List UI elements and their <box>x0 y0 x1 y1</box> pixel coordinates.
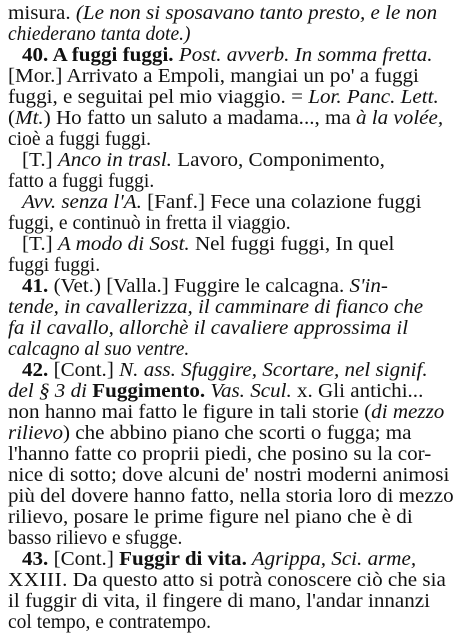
text-segment: cioè a fuggi fuggi. <box>8 129 151 150</box>
text-segment: fuggi fuggi. <box>8 255 101 276</box>
text-segment: ( <box>8 108 16 129</box>
text-segment: [T.] <box>22 234 58 255</box>
text-segment: A fuggi fuggi. <box>52 45 179 66</box>
text-segment: ) che abbino piano che scorti o fugga; ma <box>62 423 412 444</box>
text-segment: più del dovere hanno fatto, nella storia loro di mezzo <box>8 486 454 507</box>
text-segment: tende, in cavallerizza, il camminare di fianco che <box>8 297 424 318</box>
text-segment: Lavoro, Componimento, <box>171 150 385 171</box>
text-segment: [Cont.] <box>53 549 120 570</box>
text-segment: rilievo, posare le prime figure nel piano che è di <box>8 507 413 528</box>
text-segment: XXIII <box>8 570 63 591</box>
text-segment: 42. <box>22 360 54 381</box>
text-segment: à la volée, <box>355 108 444 129</box>
text-segment: chiederano tanta dote.) <box>8 24 191 45</box>
text-segment: Anco in trasl. <box>57 150 172 171</box>
text-segment: x. Gli antichi... <box>291 381 424 402</box>
text-segment: del § 3 di <box>8 381 93 402</box>
text-segment: misura. <box>8 3 76 24</box>
text-segment: 40. <box>22 45 53 66</box>
text-segment: basso rilievo e sfugge. <box>8 528 183 549</box>
text-segment: fuggi, e seguitai pel mio viaggio. = <box>8 87 309 108</box>
text-segment: Nel fuggi fuggi, In quel <box>189 234 395 255</box>
text-segment: rilievo <box>8 423 63 444</box>
text-segment: l'hanno fatte co proprii piedi, che posino su la cor- <box>8 444 432 465</box>
text-segment: fuggi, e continuò in fretta il viaggio. <box>8 213 291 234</box>
text-segment: Vas. Scul. <box>205 381 292 402</box>
text-segment: ) Ho fatto un saluto a madama..., ma <box>43 108 356 129</box>
text-segment: [Cont.] <box>53 360 120 381</box>
text-segment: Agrippa, Sci. arme, <box>246 549 417 570</box>
text-segment: fatto a fuggi fuggi. <box>8 171 155 192</box>
text-line <box>8 611 211 635</box>
text-segment: nice di sotto; dove alcuni de' nostri moderni animosi <box>8 465 450 486</box>
text-segment: Avv. senza l'A. <box>22 192 142 213</box>
text-segment: (Vet.) [Valla.] Fuggire le calcagna. <box>53 276 350 297</box>
text-segment: [Mor.] Arrivato a Empoli, mangiai un po' a fuggi <box>8 66 419 87</box>
text-segment: calcagno al suo ventre. <box>8 339 190 360</box>
text-segment: 41. <box>22 276 54 297</box>
text-segment: Mt. <box>15 108 44 129</box>
text-segment: [Fanf.] Fece una colazione fuggi <box>141 192 422 213</box>
text-segment: il fuggir di vita, il fingere di mano, l'andar innanzi <box>8 591 430 612</box>
text-segment: fa il cavallo, allorchè il cavaliere approssima il <box>8 318 409 339</box>
text-segment: 43. <box>22 549 54 570</box>
text-segment: col tempo, e contratempo. <box>8 612 212 633</box>
text-segment: Fuggir di vita. <box>119 549 247 570</box>
text-segment: Post. avverb. In somma fretta. <box>178 45 433 66</box>
text-segment: (Le non si sposavano tanto presto, e le non <box>75 3 438 24</box>
text-segment: [T.] <box>22 150 58 171</box>
text-segment: di mezzo <box>371 402 445 423</box>
text-segment: Fuggimento. <box>92 381 206 402</box>
text-segment: non hanno mai fatto le figure in tali storie ( <box>8 402 372 423</box>
text-segment: N. ass. Sfuggire, Scortare, nel signif. <box>119 360 428 381</box>
text-segment: . Da questo atto si potrà conoscere ciò che sia <box>62 570 446 591</box>
text-segment: A modo di Sost. <box>57 234 190 255</box>
text-segment: Lor. Panc. Lett. <box>308 87 439 108</box>
text-segment: S'in- <box>349 276 388 297</box>
